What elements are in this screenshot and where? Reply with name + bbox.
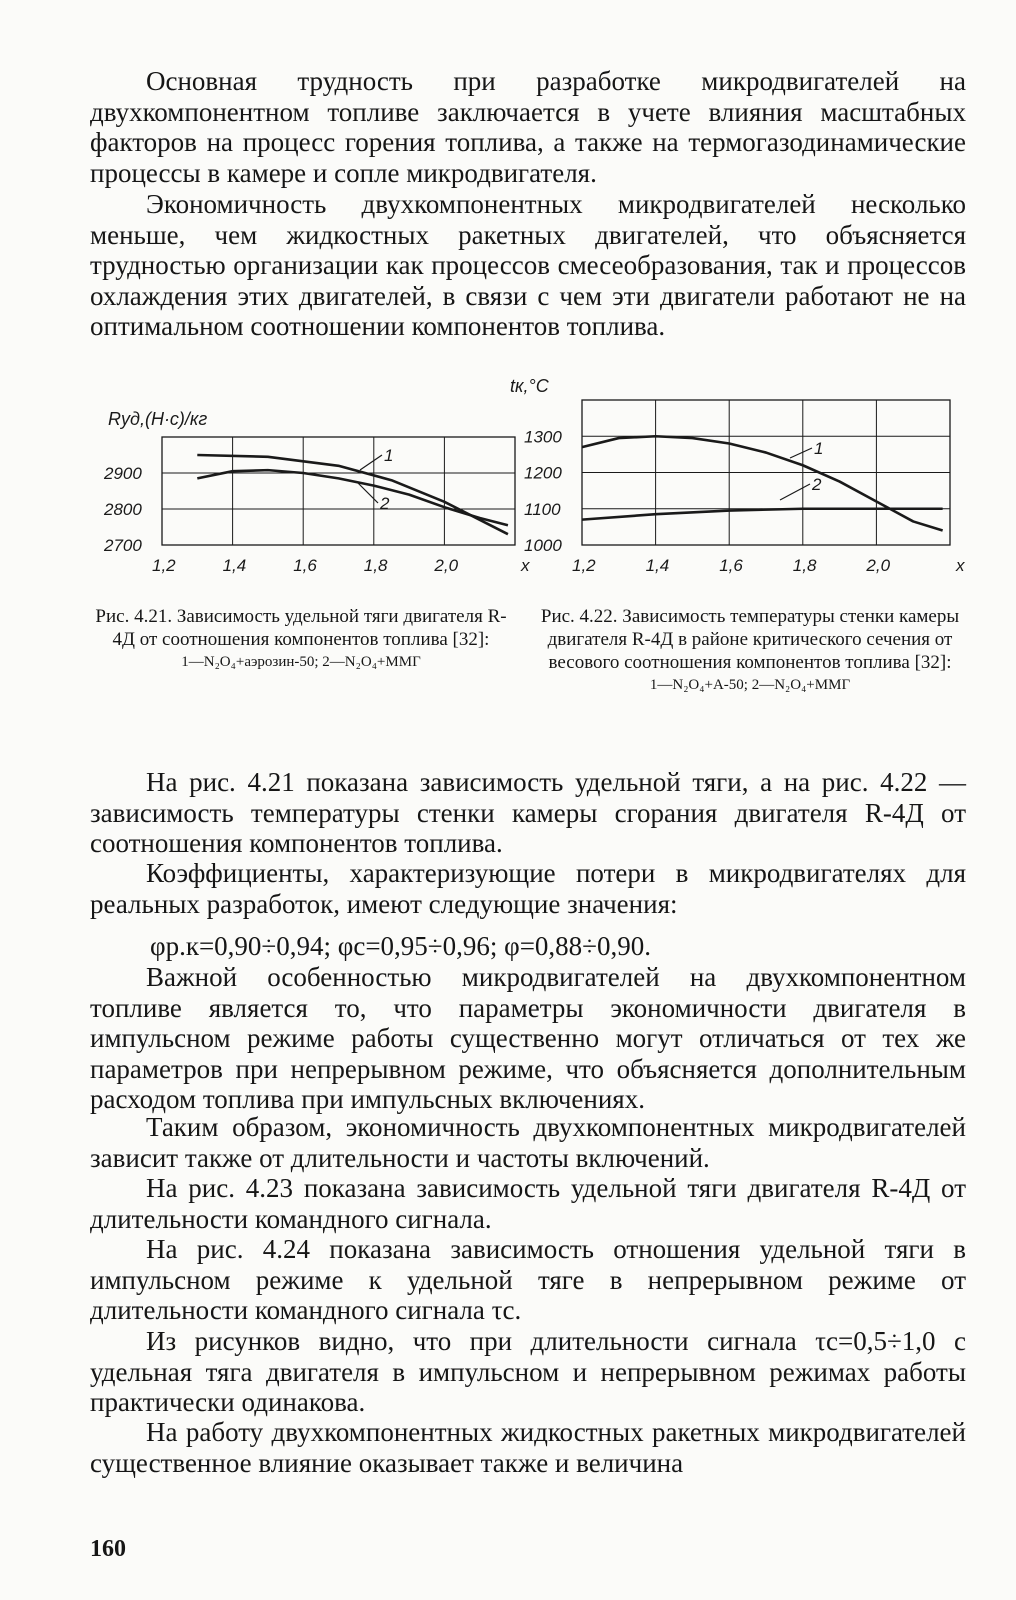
y-tick-label: 2900 xyxy=(104,464,142,483)
figure-4-22-caption xyxy=(535,605,965,696)
figure-4-21-legend: 1—N₂O₄+аэрозин-50; 2—N₂O₄+ММГ xyxy=(181,654,421,670)
series-1-leader xyxy=(790,448,812,458)
series-2-leader xyxy=(780,484,810,500)
figure-4-21-caption xyxy=(86,605,516,673)
x-axis-label: x xyxy=(521,556,530,575)
series-1-label: 1 xyxy=(384,446,394,465)
loss-coefficients-formula: φр.к=0,90÷0,94; φс=0,95÷0,96; φ=0,88÷0,90. xyxy=(150,931,651,961)
series-1-line xyxy=(197,455,508,534)
paragraph-2: Экономичность двухкомпонентных микродвигателей несколько меньше, чем жидкостных ракетных двигателей, что объясняется трудностью организации как процессов смесеобразования, так и процессов охлаждения этих двигателей, в связи с чем эти двигатели работают не на оптимальном соотношении компонентов топлива. xyxy=(90,189,966,342)
x-tick-label: 1,8 xyxy=(363,556,388,575)
paragraph-4: Коэффициенты, характеризующие потери в микродвигателях для реальных разработок, имеют следующие значения: xyxy=(90,858,966,919)
x-tick-label: 1,4 xyxy=(645,556,670,575)
x-tick-label: 1,6 xyxy=(293,556,317,575)
x-tick-label: 1,4 xyxy=(222,556,247,575)
x-axis-label: x xyxy=(956,556,965,575)
plot-frame xyxy=(162,437,515,545)
paragraph-8: На рис. 4.24 показана зависимость отношения удельной тяги в импульсном режиме к удельной тяге в непрерывном режиме от длительности командного сигнала τс. xyxy=(90,1234,966,1326)
x-tick-label: 1,2 xyxy=(572,556,596,575)
x-tick-label: 1,2 xyxy=(152,556,176,575)
figure-4-22-legend: 1—N₂O₄+А-50; 2—N₂O₄+ММГ xyxy=(649,677,851,693)
y-tick-label: 2800 xyxy=(104,500,142,519)
y-tick-label: 2700 xyxy=(104,536,142,555)
series-2-line xyxy=(197,470,508,525)
y-tick-label: 1000 xyxy=(524,536,562,555)
series-2-label: 2 xyxy=(812,475,822,494)
paragraph-1: Основная трудность при разработке микродвигателей на двухкомпонентном топливе заключается в учете влияния масштабных факторов на процесс горения топлива, а также на термогазодинамические процессы в камере и сопле микродвигателя. xyxy=(90,66,966,188)
series-2-label: 2 xyxy=(380,494,390,513)
series-2-line xyxy=(582,509,943,520)
x-tick-label: 1,6 xyxy=(719,556,743,575)
figure-4-22-chart xyxy=(510,370,970,600)
y-tick-label: 1200 xyxy=(524,463,562,483)
y-tick-label: 1300 xyxy=(524,427,562,447)
y-axis-label: tк,°С xyxy=(510,376,549,396)
paragraph-5: Важной особенностью микродвигателей на двухкомпонентном топливе является то, что параметры экономичности двигателя в импульсном режиме работы существенно могут отличаться от тех же параметров при непрерывном режиме, что объясняется дополнительным расходом топлива при импульсных включениях. xyxy=(90,962,966,1115)
paragraph-7: На рис. 4.23 показана зависимость удельной тяги двигателя R-4Д от длительности командного сигнала. xyxy=(90,1173,966,1234)
figure-4-22-caption-text: Рис. 4.22. Зависимость температуры стенки камеры двигателя R-4Д в районе критического сечения от весового соотношения компонентов топлива [32]: xyxy=(540,606,960,673)
paragraph-3: На рис. 4.21 показана зависимость удельной тяги, а на рис. 4.22 — зависимость температуры стенки камеры сгорания двигателя R-4Д от соотношения компонентов топлива. xyxy=(90,767,966,859)
x-tick-label: 1,8 xyxy=(792,556,817,575)
paragraph-10: На работу двухкомпонентных жидкостных ракетных микродвигателей существенное влияние оказывает также и величина xyxy=(90,1417,966,1478)
page-number: 160 xyxy=(90,1536,126,1562)
paragraph-6: Таким образом, экономичность двухкомпонентных микродвигателей зависит также от длительности и частоты включений. xyxy=(90,1112,966,1173)
figure-4-21-chart xyxy=(90,395,530,600)
figure-4-21-caption-text: Рис. 4.21. Зависимость удельной тяги двигателя R-4Д от соотношения компонентов топлива [32]: xyxy=(95,606,507,650)
paragraph-9: Из рисунков видно, что при длительности сигнала τс=0,5÷1,0 с удельная тяга двигателя в импульсном и непрерывном режимах работы практически одинакова. xyxy=(90,1326,966,1418)
x-tick-label: 2,0 xyxy=(434,556,459,575)
x-tick-label: 2,0 xyxy=(866,556,891,575)
series-1-label: 1 xyxy=(814,439,824,458)
y-tick-label: 1100 xyxy=(524,499,561,519)
series-1-leader xyxy=(360,455,382,470)
y-axis-label: Rуд,(Н·с)/кг xyxy=(108,409,208,429)
